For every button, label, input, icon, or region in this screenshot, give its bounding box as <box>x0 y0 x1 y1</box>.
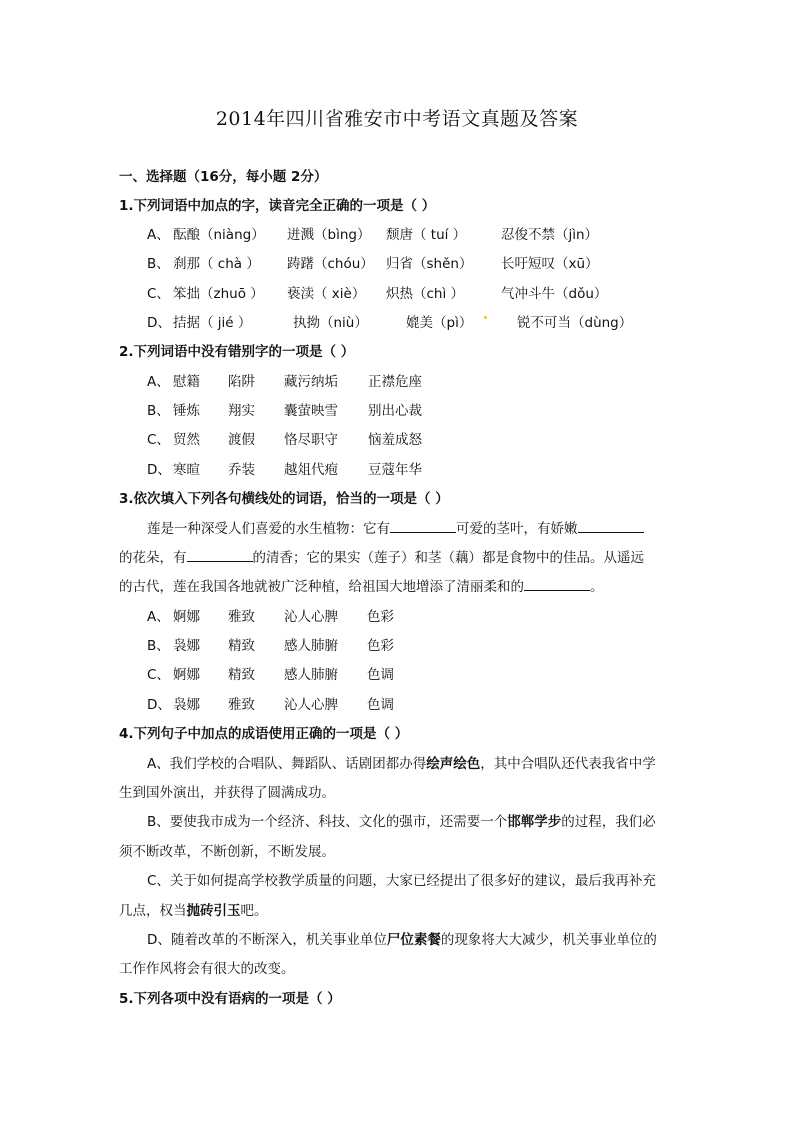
question-4-option-b-line-1: B、要使我市成为一个经济、科技、文化的强市，还需要一个邯郸学步的过程，我们必 <box>147 814 656 830</box>
question-3-passage-line-1: 莲是一种深受人们喜爱的水生植物：它有 可爱的茎叶，有娇嫩 <box>147 520 644 538</box>
question-3-option-c: C、 婀娜 精致 感人肺腑 色调 <box>147 667 394 683</box>
question-3-option-a: A、 婀娜 雅致 沁人心脾 色彩 <box>147 609 394 625</box>
question-2-option-c: C、 贸然 渡假 恪尽职守 恼羞成怒 <box>147 432 422 448</box>
question-2-option-d: D、 寒暄 乔装 越俎代疱 豆蔻年华 <box>147 462 422 478</box>
question-5-stem: 5.下列各项中没有语病的一项是（ ） <box>119 991 341 1007</box>
question-4-option-b-line-2: 须不断改革，不断创新，不断发展。 <box>119 844 335 860</box>
question-4-option-d-line-2: 工作作风将会有很大的改变。 <box>119 961 295 977</box>
question-2-stem: 2.下列词语中没有错别字的一项是（ ） <box>119 344 355 360</box>
section-heading: 一、选择题（16分，每小题 2分） <box>119 169 328 185</box>
idiom-b: 邯郸学步 <box>507 814 562 830</box>
question-4-option-a-line-2: 生到国外演出，并获得了圆满成功。 <box>119 785 335 801</box>
question-1-option-c: C、 笨拙（zhuō ） 亵渎（ xiè） 炽热（chì ） 气冲斗牛（dǒu） <box>147 286 608 302</box>
fill-blank-1 <box>390 520 456 533</box>
fill-blank-3 <box>187 549 253 562</box>
question-3-stem: 3.依次填入下列各句横线处的词语，恰当的一项是（ ） <box>119 491 449 507</box>
question-1-option-b: B、 刹那（ chà ） 踌躇（chóu） 归省（shěn） 长吁短叹（xū） <box>147 256 599 272</box>
idiom-a: 绘声绘色 <box>426 756 481 772</box>
page-title: 2014年四川省雅安市中考语文真题及答案 <box>215 108 579 130</box>
fill-blank-2 <box>578 520 644 533</box>
question-3-option-d: D、 袅娜 雅致 沁人心脾 色调 <box>147 697 394 713</box>
question-4-stem: 4.下列句子中加点的成语使用正确的一项是（ ） <box>119 726 409 742</box>
idiom-d: 尸位素餐 <box>386 932 441 948</box>
question-1-option-a: A、 酝酿（niàng） 迸溅（bìng） 颓唐（ tuí ） 忍俊不禁（jìn） <box>147 227 599 243</box>
question-3-option-b: B、 袅娜 精致 感人肺腑 色彩 <box>147 638 394 654</box>
question-4-option-d-line-1: D、随着改革的不断深入，机关事业单位尸位素餐的现象将大大减少，机关事业单位的 <box>147 932 657 948</box>
idiom-c: 抛砖引玉 <box>186 903 241 919</box>
question-1-stem: 1.下列词语中加点的字，读音完全正确的一项是（ ） <box>119 198 436 214</box>
stray-dot-mark <box>484 316 487 319</box>
question-4-option-c-line-1: C、关于如何提高学校教学质量的问题，大家已经提出了很多好的建议，最后我再补充 <box>147 873 656 889</box>
question-4-option-a-line-1: A、我们学校的合唱队、舞蹈队、话剧团都办得绘声绘色，其中合唱队还代表我省中学 <box>147 756 656 772</box>
question-3-passage-line-3: 的古代，莲在我国各地就被广泛种植，给祖国大地增添了清丽柔和的 。 <box>119 579 604 595</box>
question-2-option-a: A、 慰籍 陷阱 藏污纳垢 正襟危座 <box>147 374 422 390</box>
question-4-option-c-line-2: 几点，权当抛砖引玉吧。 <box>119 903 268 919</box>
question-2-option-b: B、 锤炼 翔实 囊萤映雪 别出心裁 <box>147 403 422 419</box>
fill-blank-4 <box>524 578 590 591</box>
question-3-passage-line-2: 的花朵，有 的清香；它的果实（莲子）和茎（藕）都是食物中的佳品。从遥远 <box>119 550 644 566</box>
question-1-option-d: D、 拮据（ jié ） 执拗（niù） 媲美（pì） 锐不可当（dùng） <box>147 315 633 331</box>
